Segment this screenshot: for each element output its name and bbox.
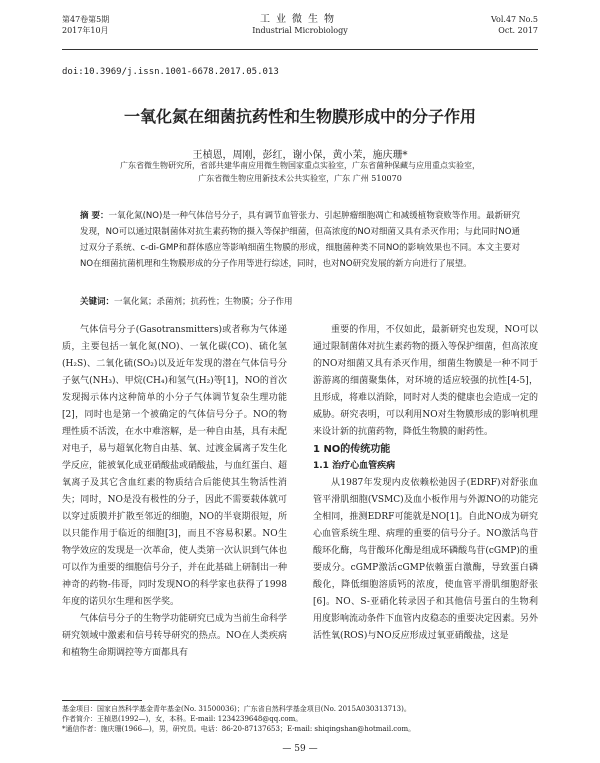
keywords — [80, 295, 520, 307]
left-column — [62, 322, 287, 662]
footnotes — [62, 704, 538, 734]
header-volume-en: Vol.47 No.5 — [491, 15, 538, 24]
journal-title-en: Industrial Microbiology — [252, 26, 348, 35]
footnote-funding: 基金项目：国家自然科学基金青年基金(No. 31500036)；广东省自然科学基金项目(No. 2015A030313713)。 — [62, 705, 411, 713]
footnote-corresponding: *通信作者：施庆珊(1966—)，男，研究员。电话：86-20-87137653；E-mail: shiqingshan@hotmail.com。 — [62, 725, 416, 733]
abstract — [80, 208, 520, 272]
footnote-rule — [62, 700, 142, 701]
header-volume: 第47卷第5期 — [62, 15, 110, 24]
abstract-text: 一氧化氮(NO)是一种气体信号分子，具有调节血管张力、引起肿瘤细胞凋亡和减缓植物衰败等作用。最新研究发现，NO可以通过限制菌体对抗生素药物的摄入等保护细菌，但高浓度的NO对细菌又具有杀灭作用；与此同时NO通过双分子系统、c-di-GMP和群体感应等影响细菌生物膜的形成，细胞菌种类不同NO的影响效果也不同。本文主要对NO在细菌抗菌机理和生物膜形成的分子作用等进行综述，同时，也对NO研究发展的新方向进行了展望。 — [80, 211, 520, 269]
author-list: 王楨恩，周刚，彭红，谢小保，黄小茉，施庆珊* — [192, 150, 408, 161]
affiliation-line: 广东省微生物研究所，省部共建华南应用微生物国家重点实验室，广东省菌种保藏与应用重点实验室， — [120, 161, 480, 170]
header-journal — [62, 14, 538, 36]
body-paragraph: 气体信号分子的生物学功能研究已成为当前生命科学研究领域中激素和信号转导研究的热点。NO在人类疾病和植物生命期调控等方面都具有 — [62, 614, 288, 658]
header-date-en: Oct. 2017 — [498, 26, 538, 35]
right-column — [313, 322, 538, 645]
journal-title-cn: 工业微生物 — [260, 14, 340, 25]
body-paragraph: 从1987年发现内皮依赖松弛因子(EDRF)对舒张血管平滑肌细胞(VSMC)及血小板作用与外源NO的功能完全相同，推测EDRF可能就是NO[1]。自此NO成为研究心血管系统生理、病理的重要的信号分子。NO激活鸟苷酸环化酶，鸟苷酸环化酶是组成环磷酸鸟苷(cGMP)的重要成分。cGMP激活cGMP依赖蛋白激酶，导致蛋白磷酸化，降低细胞溶质钙的浓度，使血管平滑肌细胞舒张[6]。NO、S-亚硝化转录因子和其他信号蛋白的生物利用度影响流动条件下血管内皮稳态的重要决定因素。另外活性氧(ROS)与NO反应形成过氧亚硝酸盐，这是 — [313, 478, 539, 641]
header-volume-info-en — [491, 14, 538, 36]
keywords-label: 关键词： — [80, 297, 115, 307]
doi: doi:10.3969/j.issn.1001-6678.2017.05.013 — [62, 67, 279, 77]
header-rule — [62, 49, 538, 50]
body-paragraph: 重要的作用，不仅如此，最新研究也发现，NO可以通过限制菌体对抗生素药物的摄入等保护细菌，但高浓度的NO对细菌又具有杀灭作用，细菌生物膜是一种不同于游游离的细菌聚集体，对环境的适应较强的抗性[4-5]，且形成，将难以消除，同时对人类的健康也会造成一定的威胁。研究表明，可以利用NO对生物膜形成的影响机理来设计新的抗菌药物，降低生物膜的耐药性。 — [313, 325, 539, 437]
header-date: 2017年10月 — [62, 26, 109, 35]
section-heading: 1 NO的传统功能 — [313, 444, 391, 455]
abstract-label: 摘 要： — [80, 211, 109, 221]
body-paragraph: 气体信号分子(Gasotransmitters)或者称为气体递质，主要包括一氧化氮(NO)、一氧化碳(CO)、硫化氢(H₂S)、二氧化硫(SO₂)以及近年发现的潜在气体信号分子氨气(NH₃)、甲烷(CH₄)和氢气(H₂)等[1]，NO的首次发现揭示体内这种简单的小分子气体调节复杂生理功能[2]，同时也是第一个被确定的气体信号分子。NO的物理性质不活泼，在水中难溶解，是一种自由基，具有未配对电子，易与超氧化物自由基、氧、过渡金属离子发生化学反应，能被氧化成亚硝酸盐或硝酸盐，与血红蛋白、超氧离子及其它含血红素的物质结合后能使其生物活性消失；同时，NO是没有极性的分子，因此不需要载体就可以穿过质膜并扩散至邻近的细胞，NO的半衰期很短，所以只能作用于临近的细胞[3]，而且不容易积累。NO生物学效应的发现是一次革命，使人类第一次认识到气体也可以作为重要的细胞信号分子，并在此基础上研制出一种神奇的药物-伟哥，同时发现NO的科学家也获得了1998年度的诺贝尔生理和医学奖。 — [62, 325, 288, 607]
keywords-text: 一氧化氮；杀菌剂；抗药性；生物膜；分子作用 — [114, 297, 293, 307]
paper-title: 一氧化氮在细菌抗药性和生物膜形成中的分子作用 — [123, 107, 476, 126]
subsection-heading: 1.1 治疗心血管疾病 — [313, 461, 396, 471]
footnote-author: 作者简介：王楨恩(1992—)，女，本科。E-mail: 1234239648@qq.com。 — [62, 715, 303, 723]
affiliation-line: 广东省微生物应用新技术公共实验室，广东 广州 510070 — [198, 174, 402, 183]
running-header — [62, 14, 538, 48]
page-number: — 59 — — [282, 744, 318, 754]
